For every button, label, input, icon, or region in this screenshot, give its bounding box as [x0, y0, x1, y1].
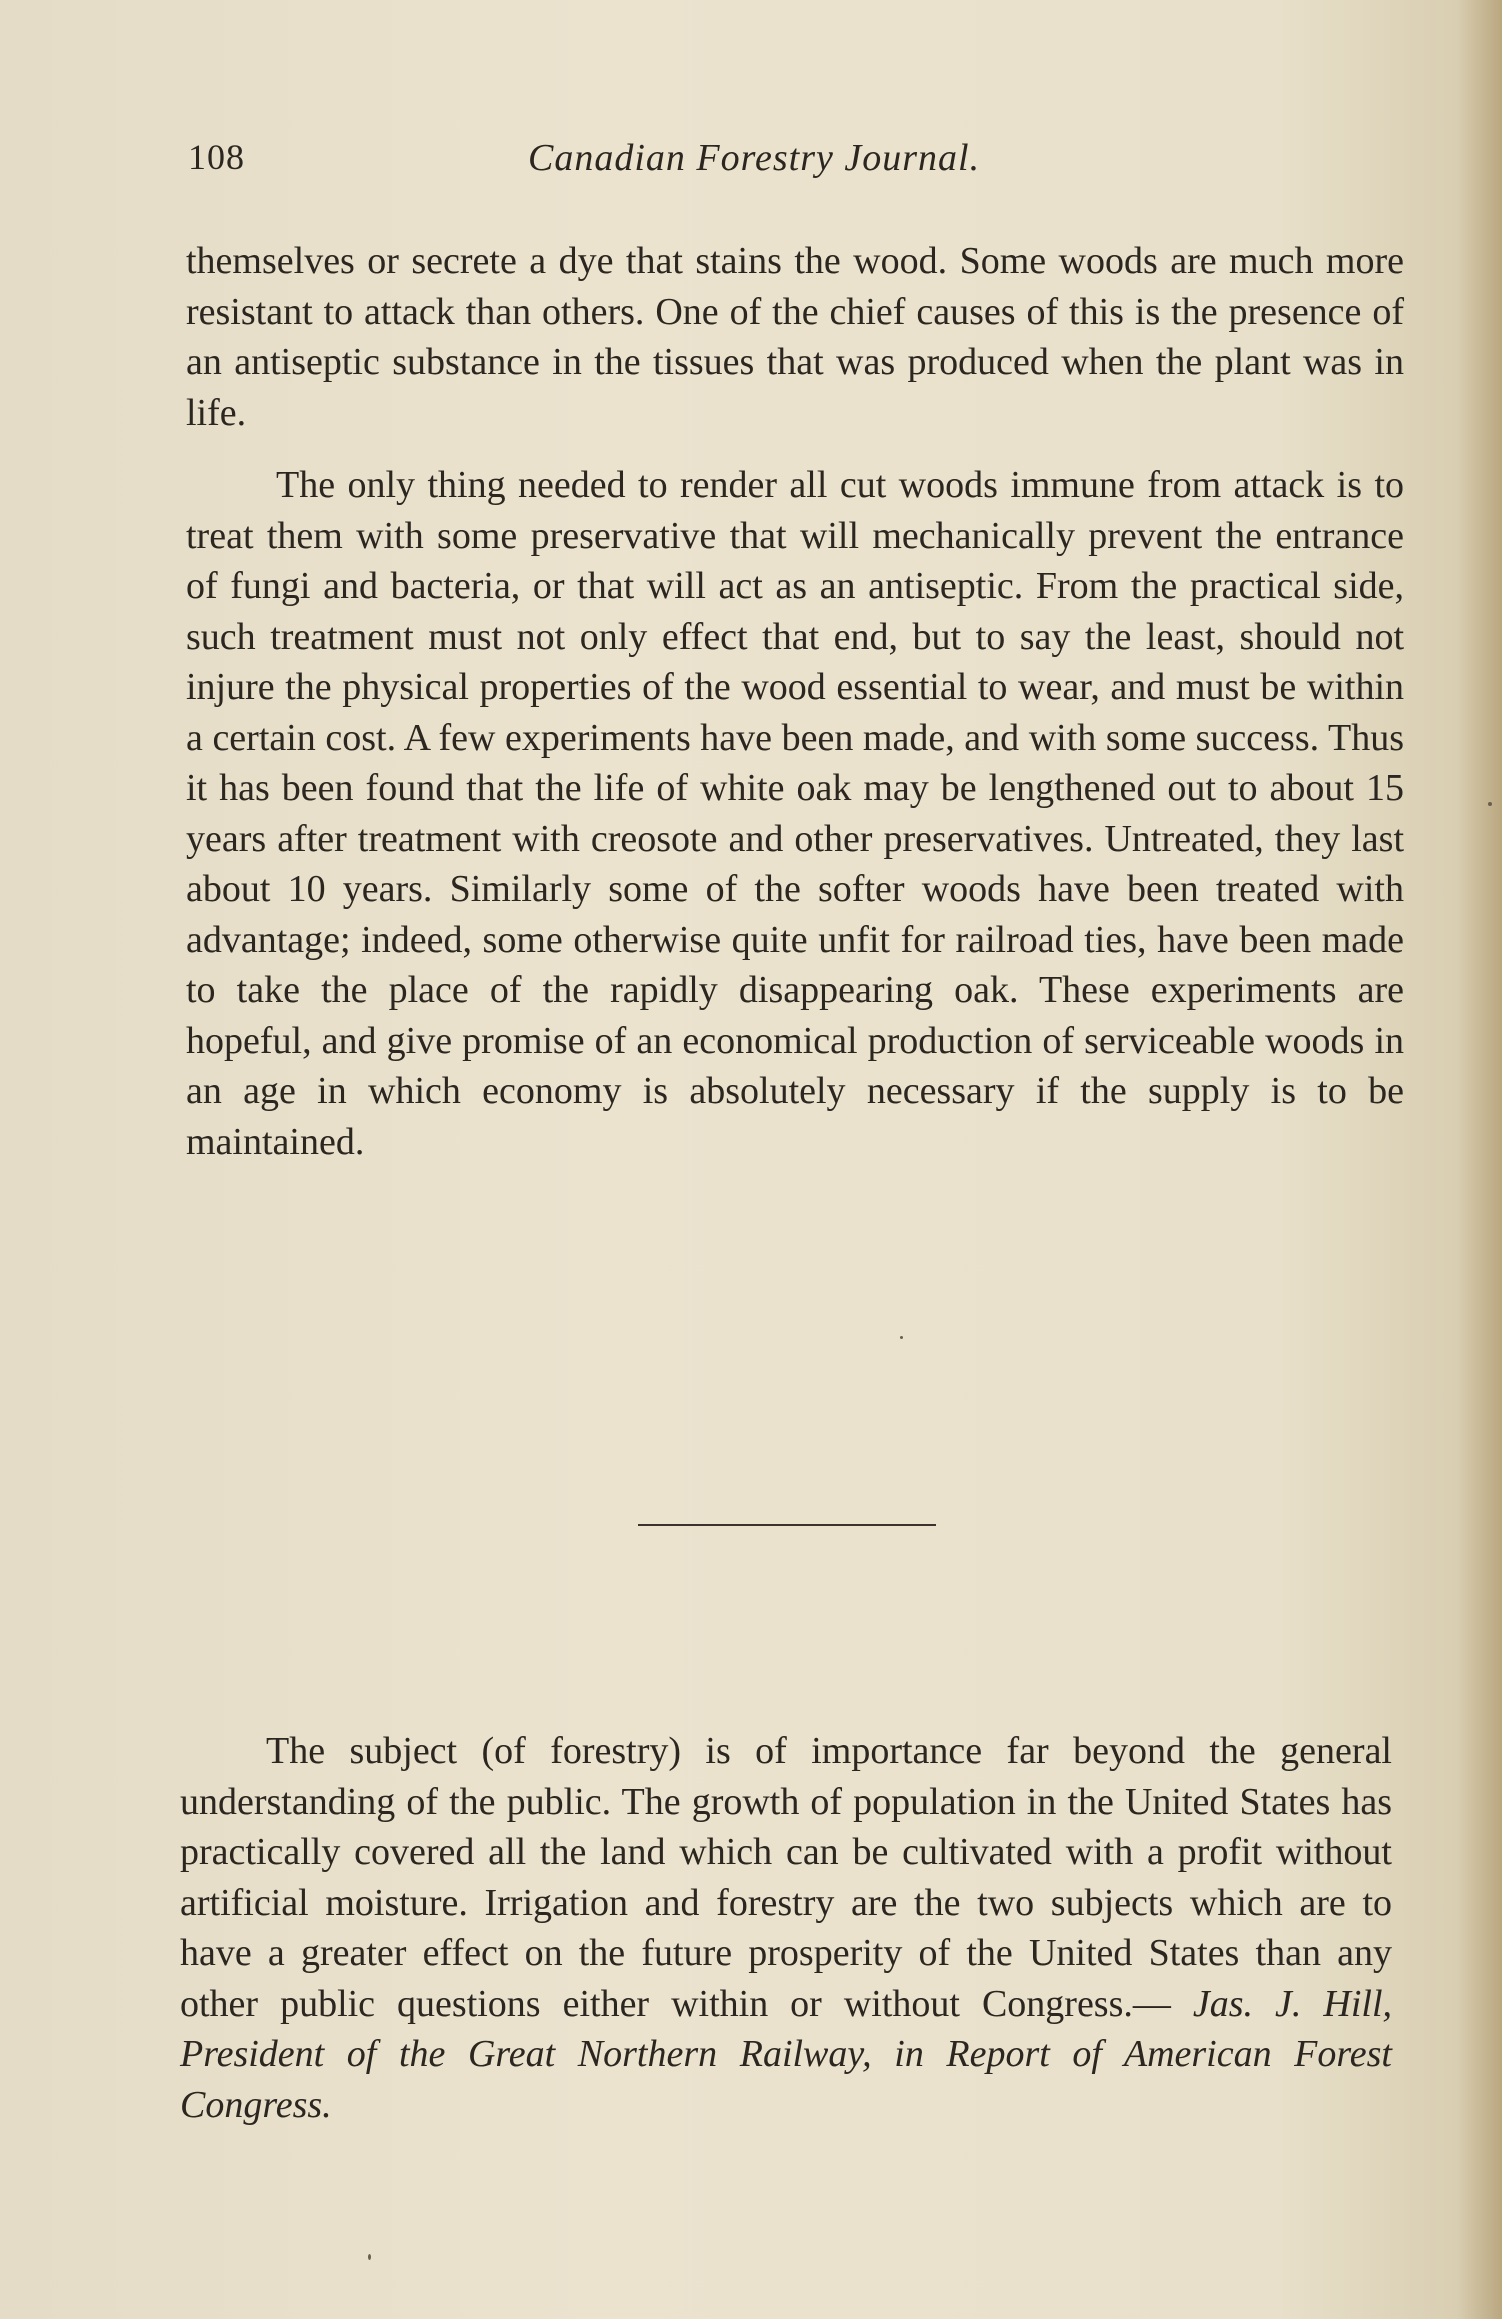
quote-attribution: Jas. J. Hill, President of the Great Northern Railway, in Report of American Forest Congress. — [180, 1982, 1393, 2126]
paper-speck — [368, 2254, 371, 2260]
running-title: Canadian Forestry Journal. — [528, 137, 981, 179]
paper-speck — [900, 1336, 903, 1339]
forestry-quote — [180, 1726, 1392, 2130]
page-number: 108 — [188, 137, 245, 177]
body-paragraph-2: The only thing needed to render all cut woods immune from attack is to treat them with some preservative that will mechanically prevent the entrance of fungi and bacteria, or that will act as an antiseptic. From the practical side, such treatment must not only effect that end, but to say the least, should not injure the physical properties of the wood essential to wear, and must be within a certain cost. A few experiments have been made, and with some success. Thus it has been found that the life of white oak may be lengthened out to about 15 years after treatment with creosote and other preservatives. Untreated, they last about 10 years. Similarly some of the softer woods have been treated with advantage; indeed, some otherwise quite unfit for railroad ties, have been made to take the place of the rapidly disappearing oak. These experiments are hopeful, and give promise of an economical production of serviceable woods in an age in which economy is absolutely necessary if the supply is to be maintained. — [186, 464, 1404, 1163]
paper-speck — [1488, 802, 1492, 806]
quote-text: The subject (of forestry) is of importance far beyond the general understanding of the public. The growth of population in the United States has practically covered all the land which can be cultivated with a profit without artificial moisture. Irrigation and forestry are the two subjects which are to have a greater effect on the future prosperity of the United States than any other public questions either within or without Congress.— — [180, 1730, 1392, 2025]
body-paragraph-1: themselves or secrete a dye that stains the wood. Some woods are much more resistant to attack than others. One of the chief causes of this is the presence of an antiseptic substance in the tissues that was produced when the plant was in life. — [186, 240, 1404, 434]
section-divider — [638, 1524, 936, 1526]
page-header — [188, 136, 1148, 186]
